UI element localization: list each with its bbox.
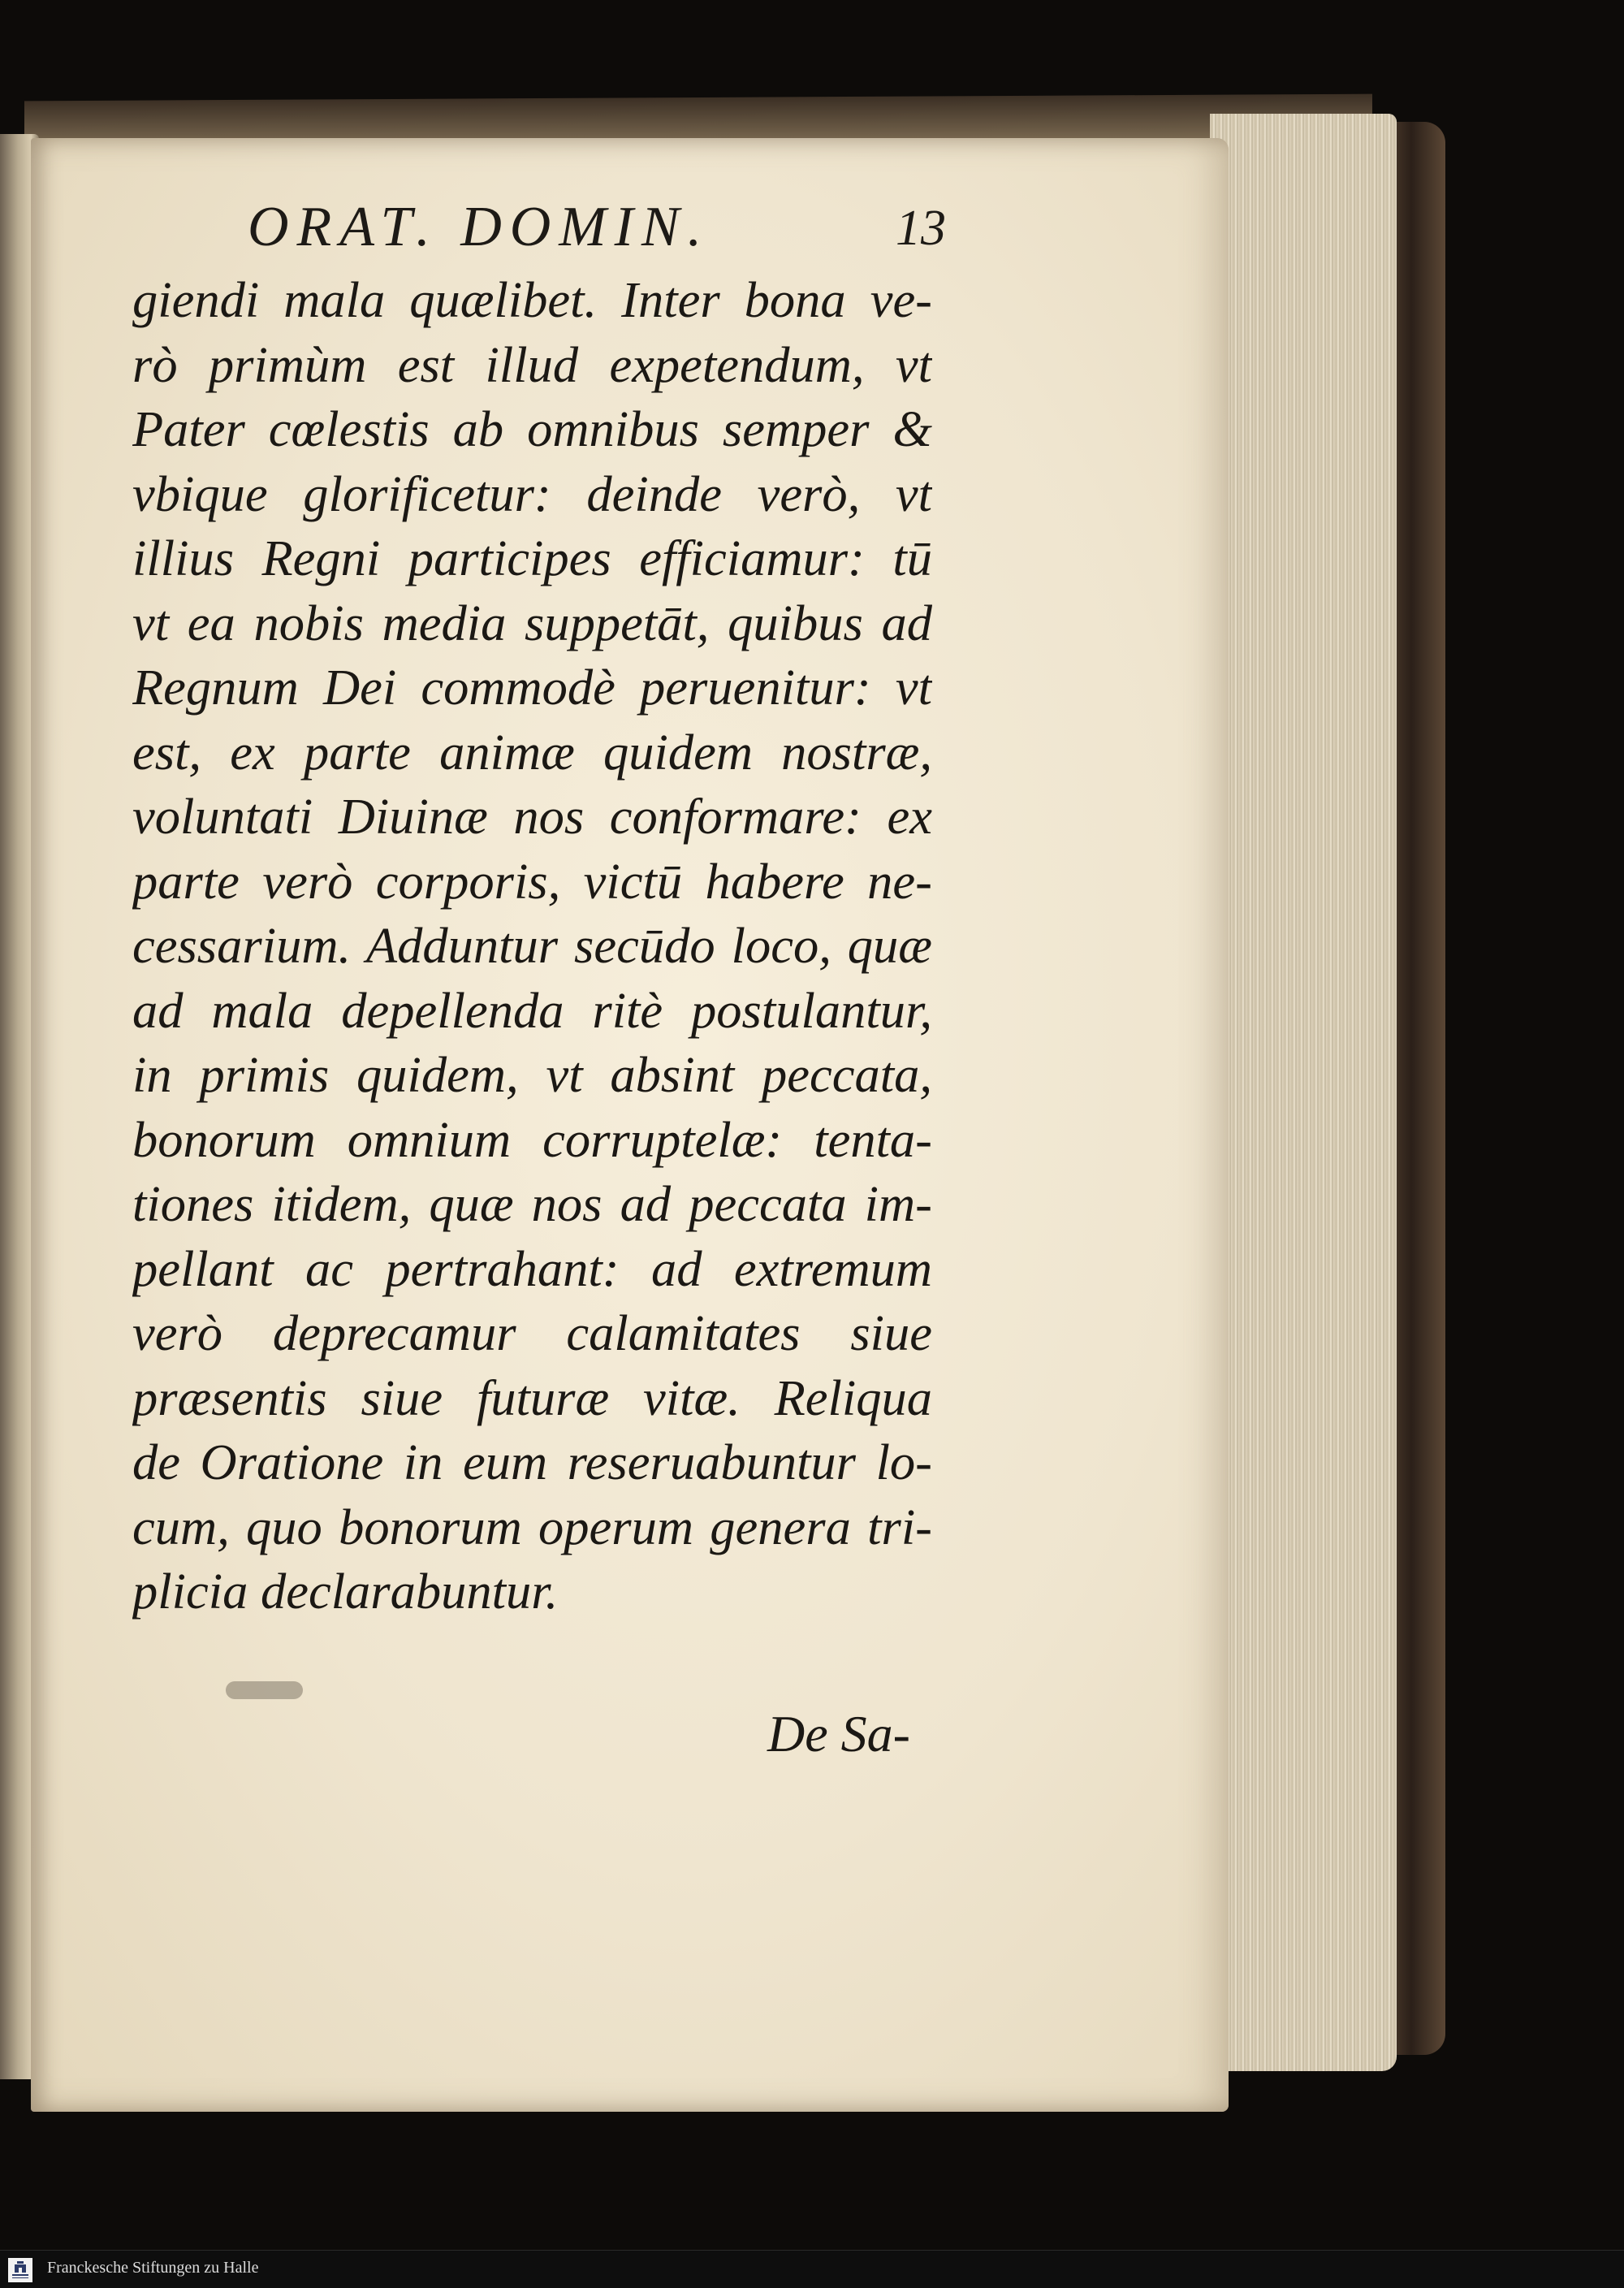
running-title: ORAT. DOMIN.	[248, 196, 710, 258]
text-line: verò deprecamur calamitates siue	[132, 1304, 932, 1361]
text-line: pellant ac pertrahant: ad extremum	[132, 1239, 932, 1297]
page-header	[248, 195, 946, 268]
text-line: giendi mala quælibet. Inter bona ve-	[132, 271, 932, 328]
catchword: De Sa-	[767, 1705, 910, 1762]
text-line: vt ea nobis media suppetāt, quibus ad	[132, 594, 932, 651]
footer-bar	[0, 2250, 1624, 2288]
text-line: parte verò corporis, victū habere ne-	[132, 852, 932, 910]
institution-credit: Franckesche Stiftungen zu Halle	[47, 2259, 259, 2277]
text-line: tiones itidem, quæ nos ad peccata im-	[132, 1175, 932, 1232]
text-line: rò primùm est illud expetendum, vt	[132, 335, 932, 393]
text-line: in primis quidem, vt absint peccata,	[132, 1046, 932, 1103]
text-line: plicia declarabuntur.	[132, 1563, 559, 1620]
text-line: voluntati Diuinæ nos conformare: ex	[132, 788, 932, 845]
text-line: bonorum omnium corruptelæ: tenta-	[132, 1110, 932, 1168]
text-line: vbique glorificetur: deinde verò, vt	[132, 465, 932, 522]
text-line: ad mala depellenda ritè postulantur,	[132, 981, 932, 1039]
body-text	[132, 268, 932, 1624]
text-line: de Oratione in eum reseruabuntur lo-	[132, 1434, 932, 1490]
text-line: Regnum Dei commodè peruenitur: vt	[132, 659, 932, 716]
text-line: illius Regni participes efficiamur: tū	[132, 530, 932, 586]
text-line: Pater cœlestis ab omnibus semper &	[132, 400, 932, 457]
text-line: cessarium. Adduntur secūdo loco, quæ	[132, 917, 932, 974]
text-line: cum, quo bonorum operum genera tri-	[132, 1498, 932, 1555]
ink-smudge	[226, 1681, 303, 1699]
page-number: 13	[896, 201, 946, 256]
institution-logo-icon	[8, 2258, 32, 2282]
text-line: præsentis siue futuræ vitæ. Reliqua	[132, 1369, 932, 1426]
text-line: est, ex parte animæ quidem nostræ,	[132, 723, 932, 781]
page-stack-edges	[1210, 114, 1397, 2071]
